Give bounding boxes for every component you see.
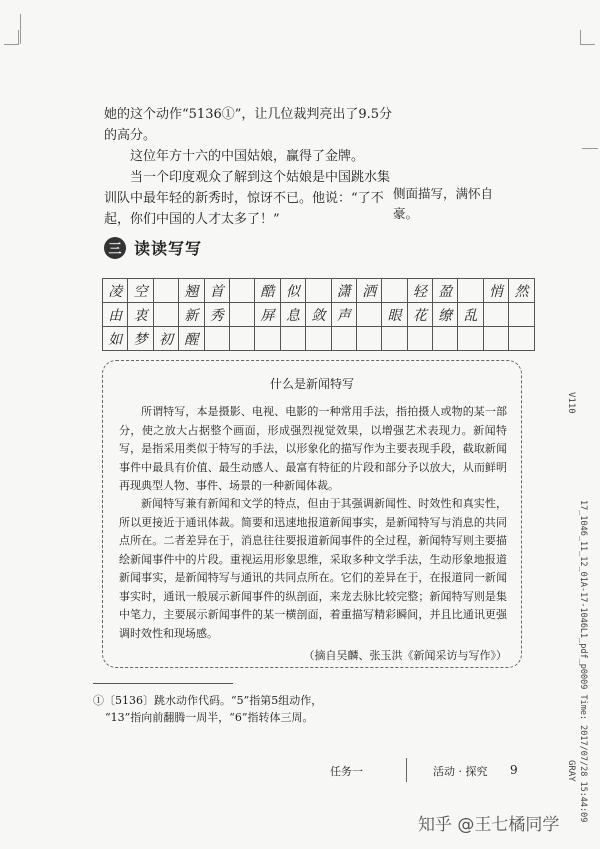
grid-cell: 秀 [204,303,229,327]
grid-row [103,279,535,303]
grid-cell [331,327,356,351]
crop-mark-top-right [580,30,595,45]
grid-cell: 新 [179,303,204,327]
grid-cell: 如 [103,327,128,351]
box-title: 什么是新闻特写 [269,377,354,391]
grid-cell [509,303,534,327]
crop-mark-right-mid [582,148,598,149]
footer-center: 活动 · 探究 [433,765,488,778]
grid-cell: 花 [407,303,432,327]
grid-row [103,303,535,327]
body-line-6: 起，你们中国的人才太多了！” [104,212,280,227]
grid-cell: 酷 [255,279,280,303]
grid-cell: 息 [280,303,305,327]
grid-cell [229,279,254,303]
grid-cell: 似 [280,279,305,303]
crop-mark-top-left [4,30,19,45]
margin-code: V110 [566,392,576,414]
grid-cell: 盈 [433,279,458,303]
grid-cell [153,279,178,303]
footnote-line-1: ①〔5136〕跳水动作代码。“5”指第5组动作， [93,694,323,707]
watermark: 知乎 @王七橘同学 [418,815,560,835]
grid-cell [483,303,508,327]
grid-cell: 翘 [179,279,204,303]
margin-gray-label: GRAY [566,760,576,782]
body-line-4: 当一个印度观众了解到这个姑娘是中国跳水集 [130,170,391,185]
section-number-badge: 三 [104,237,126,259]
grid-cell: 初 [153,327,178,351]
grid-cell: 缭 [433,303,458,327]
body-line-5: 训队中最年轻的新秀时，惊讶不已。他说：“了不 [104,191,384,206]
grid-cell [280,327,305,351]
body-line-3: 这位年方十六的中国姑娘，赢得了金牌。 [130,149,365,164]
grid-cell [407,327,432,351]
section-header [104,236,202,259]
grid-cell [229,327,254,351]
grid-cell: 乱 [458,303,483,327]
grid-cell [153,303,178,327]
grid-cell [458,279,483,303]
box-source: （摘自吴麟、张玉洪《新闻采访与写作》） [303,649,507,662]
grid-cell [204,327,229,351]
grid-cell [356,327,381,351]
grid-cell [306,279,331,303]
grid-cell: 潇 [331,279,356,303]
footer-left: 任务一 [330,765,363,778]
grid-cell: 然 [509,279,534,303]
grid-cell: 屏 [255,303,280,327]
body-line-2: 的高分。 [104,128,157,143]
grid-cell: 悄 [483,279,508,303]
grid-cell [433,327,458,351]
grid-cell: 眼 [382,303,407,327]
word-grid [102,278,535,351]
page-number: 9 [510,763,518,777]
footnote-line-2: “13”指向前翻腾一周半，“6”指转体三周。 [105,711,314,724]
crop-mark-top-left-2 [20,14,21,44]
grid-cell [306,327,331,351]
side-note: 侧面描写，满怀自豪。 [393,186,494,221]
grid-cell: 洒 [356,279,381,303]
grid-cell: 醒 [179,327,204,351]
grid-cell [483,327,508,351]
grid-row [103,327,535,351]
news-feature-box [102,360,522,668]
grid-cell: 轻 [407,279,432,303]
footnote [93,692,322,726]
box-paragraph-2: 新闻特写兼有新闻和文学的特点，但由于其强调新闻性、时效性和真实性，所以更接近于通讯体裁。简要和迅速地报道新闻事实，是新闻特写与消息的共同点所在。二者差异在于，消息往往要报道新闻事件的全过程，新闻特写则主要描绘新闻事件中的片段。重视运用形象思维，采取多种文学手法，生动形象地报道新闻事实，是新闻特写与通讯的共同点所在。它们的差异在于，在报道同一新闻事实时，通讯一般展示新闻事件的纵剖面，来龙去脉比较完整；新闻特写则是集中笔力，主要展示新闻事件的某一横剖面，着重描写精彩瞬间，并且比通讯更强调时效性和现场感。 [119,497,507,640]
grid-cell [229,303,254,327]
grid-cell [382,279,407,303]
grid-cell: 敛 [306,303,331,327]
grid-cell: 空 [128,279,153,303]
grid-cell [458,327,483,351]
section-title: 读读写写 [134,239,203,258]
footnote-rule [93,683,233,684]
grid-cell [356,303,381,327]
grid-cell: 衷 [128,303,153,327]
grid-cell: 声 [331,303,356,327]
grid-cell [255,327,280,351]
grid-cell: 梦 [128,327,153,351]
grid-cell [509,327,534,351]
grid-cell [382,327,407,351]
body-line-1: 她的这个动作“5136①”，让几位裁判亮出了9.5分 [104,107,393,122]
grid-cell: 凌 [103,279,128,303]
margin-file-info: 17_1046_11_12_01A-17-1046L1_pdf_p0009 Time: 2017/07/28 15:44:09 [578,500,588,823]
grid-cell: 由 [103,303,128,327]
grid-cell: 首 [204,279,229,303]
box-paragraph-1: 所谓特写，本是摄影、电视、电影的一种常用手法，指拍摄人或物的某一部分，使之放大占据整个画面，形成强烈视觉效果，以增强艺术表现力。新闻特写，是指采用类似于特写的手法，以形象化的描写作为主要表现手段，截取新闻事件中最具有价值、最生动感人、最富有特征的片段和部分予以放大，从而鲜明再现典型人物、事件、场景的一种新闻体裁。 [119,405,507,492]
footer-divider [406,758,407,782]
